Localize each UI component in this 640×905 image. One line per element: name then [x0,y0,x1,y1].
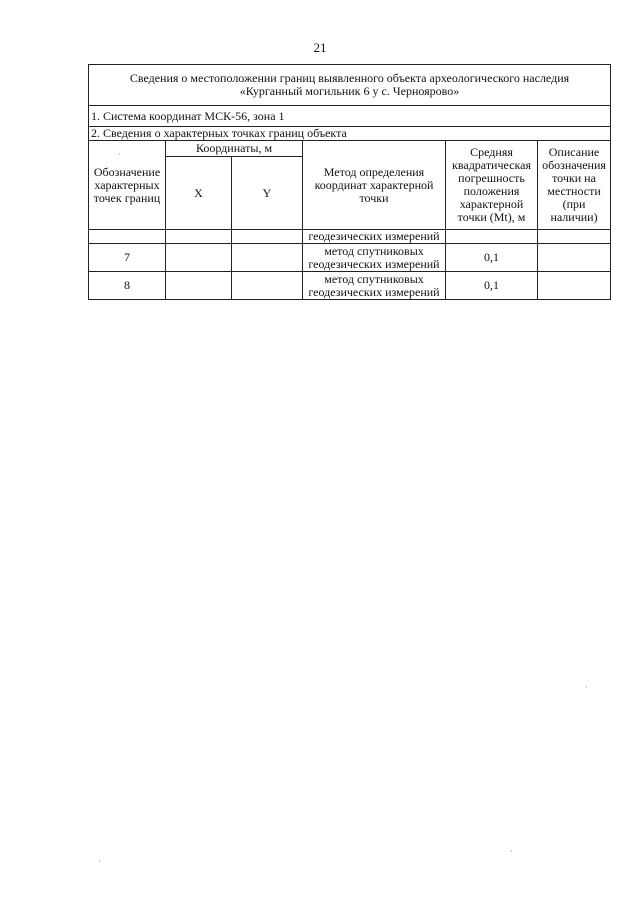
description-value [538,272,611,300]
continuation-y [232,230,303,244]
header-description: Описание обозначения точки на местности (при наличии) [538,141,611,230]
boundary-points-table [88,64,611,300]
table-row [89,272,611,300]
description-value [538,244,611,272]
header-point-designation: Обозначение характерных точек границ [89,141,166,230]
y-value [232,244,303,272]
continuation-x [166,230,232,244]
header-row-1 [89,141,611,157]
header-error: Средняя квадратическая погрешность положения характерной точки (Mt), м [446,141,538,230]
method-value: метод спутниковых геодезических измерений [303,244,446,272]
page-number: 21 [313,40,327,55]
points-section-label: 2. Сведения о характерных точках границ объекта [89,127,611,141]
title-line-2: «Курганный могильник 6 у с. Черноярово» [239,84,460,98]
point-id: 7 [89,244,166,272]
continuation-error [446,230,538,244]
method-value: метод спутниковых геодезических измерений [303,272,446,300]
continuation-row [89,230,611,244]
y-value [232,272,303,300]
error-value: 0,1 [446,244,538,272]
header-method: Метод определения координат характерной точки [303,141,446,230]
continuation-method: геодезических измерений [303,230,446,244]
continuation-point [89,230,166,244]
header-coordinates: Координаты, м [166,141,303,157]
scan-speck: · [98,857,101,866]
header-x: X [166,157,232,230]
header-y: Y [232,157,303,230]
x-value [166,244,232,272]
table-title-row [89,65,611,106]
scan-speck: · [118,150,121,159]
coordinate-system-label: 1. Система координат МСК-56, зона 1 [89,106,611,127]
error-value: 0,1 [446,272,538,300]
scan-speck: · [510,847,513,856]
continuation-description [538,230,611,244]
x-value [166,272,232,300]
section1-row [89,106,611,127]
title-line-1: Сведения о местоположении границ выявленного объекта археологического наследия [129,71,570,85]
point-id: 8 [89,272,166,300]
table-row [89,244,611,272]
table-title [89,65,611,106]
section2-row [89,127,611,141]
scan-speck: · [585,683,588,692]
